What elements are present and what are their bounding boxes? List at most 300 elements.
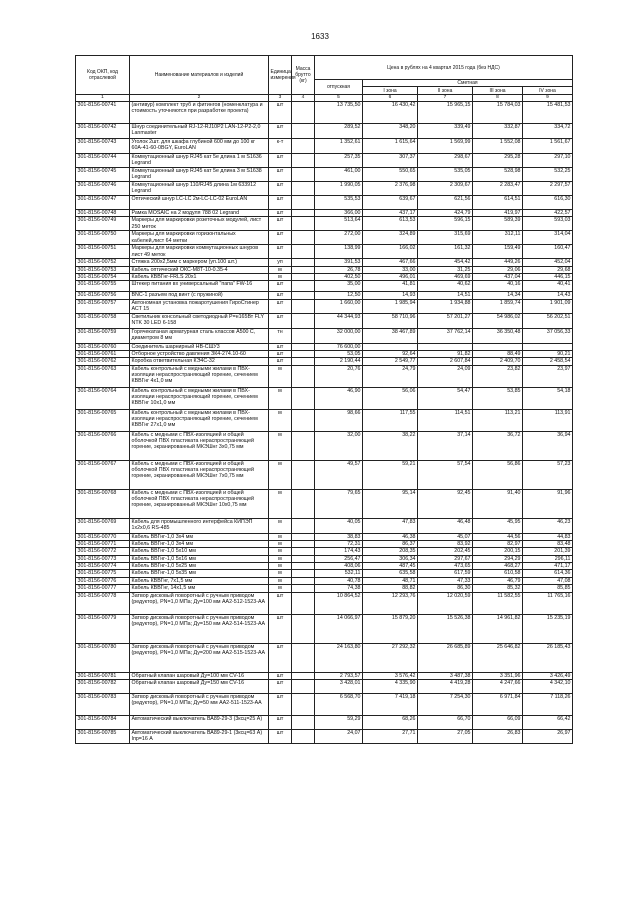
cell-zone3-price: 4 247,66 <box>473 679 523 693</box>
cell-name: Шнур соединительный RJ-12-RJ10P2 LAN-12-P2-2,0 Lanmaster <box>130 124 269 139</box>
cell-zone1-price: 92,64 <box>363 351 418 358</box>
cell-name: Кабель ВВГнг-1,0 5х16 мм <box>130 555 269 562</box>
cell-name: Маркеры для маркировки розеточных модулей, лист 250 меток <box>130 217 269 231</box>
cell-release-price: 74,38 <box>315 585 363 592</box>
cell-zone3-price: 53,85 <box>473 387 523 409</box>
cell-release-price: 79,65 <box>315 489 363 518</box>
column-number: 8 <box>473 95 523 102</box>
cell-zone3-price: 6 971,84 <box>473 693 523 715</box>
cell-zone3-price: 468,27 <box>473 563 523 570</box>
cell-mass <box>292 358 315 365</box>
table-row <box>76 217 573 231</box>
cell-name: Оптический шнур LC-LC 2м-LC-LC-02 EuroLAN <box>130 196 269 210</box>
cell-unit: м <box>269 548 292 555</box>
cell-name: Коробка ответвительная КЭ4С-32 <box>130 358 269 365</box>
cell-zone3-price: 46,79 <box>473 577 523 584</box>
cell-zone3-price: 54 986,02 <box>473 313 523 328</box>
cell-zone4-price: 616,30 <box>523 196 573 210</box>
cell-mass <box>292 313 315 328</box>
cell-unit: шт <box>269 154 292 168</box>
cell-code: 301-8156-00766 <box>76 431 130 460</box>
cell-zone2-price: 66,70 <box>418 715 473 729</box>
cell-zone4-price: 593,03 <box>523 217 573 231</box>
cell-zone2-price: 2 607,84 <box>418 358 473 365</box>
cell-name: Автоматический выключатель ВА89-29-1 (3ксц=63 А) Iпр=16 А <box>130 729 269 743</box>
cell-unit: шт <box>269 245 292 259</box>
cell-zone3-price: 25 646,82 <box>473 643 523 672</box>
cell-zone4-price: 90,21 <box>523 351 573 358</box>
cell-code: 301-8156-00750 <box>76 231 130 245</box>
cell-mass <box>292 259 315 266</box>
cell-code: 301-8156-00758 <box>76 313 130 328</box>
cell-zone3-price: 3 351,96 <box>473 672 523 679</box>
cell-zone1-price: 550,65 <box>363 168 418 182</box>
cell-release-price: 402,50 <box>315 274 363 281</box>
cell-release-price: 32,00 <box>315 431 363 460</box>
cell-zone4-price <box>523 343 573 350</box>
cell-zone2-price: 15 965,15 <box>418 102 473 124</box>
cell-unit: шт <box>269 210 292 217</box>
table-row <box>76 274 573 281</box>
cell-name: Маркеры для маркировки коммутационных шнуров лист 49 меток <box>130 245 269 259</box>
cell-zone2-price: 114,51 <box>418 409 473 431</box>
cell-unit: шт <box>269 168 292 182</box>
column-number: 9 <box>523 95 573 102</box>
cell-unit: м <box>269 518 292 533</box>
cell-zone3-price: 449,26 <box>473 259 523 266</box>
cell-zone1-price: 46,38 <box>363 533 418 540</box>
cell-release-price: 40,78 <box>315 577 363 584</box>
cell-mass <box>292 281 315 292</box>
cell-zone2-price: 7 254,30 <box>418 693 473 715</box>
cell-zone3-price: 56,86 <box>473 460 523 489</box>
cell-code: 301-8156-00746 <box>76 182 130 196</box>
cell-release-price: 13 735,50 <box>315 102 363 124</box>
cell-code: 301-8156-00745 <box>76 168 130 182</box>
cell-zone4-price: 29,68 <box>523 266 573 273</box>
cell-zone1-price: 639,67 <box>363 196 418 210</box>
cell-zone4-price: 91,96 <box>523 489 573 518</box>
cell-unit: шт <box>269 182 292 196</box>
cell-release-price: 1 352,61 <box>315 139 363 154</box>
table-row <box>76 154 573 168</box>
cell-unit: шт <box>269 124 292 139</box>
cell-name: Кабель КВВГнг, 7х1,5 мм <box>130 577 269 584</box>
cell-name: Кабель оптический ОКС-М8Т-10-0.35-4 <box>130 266 269 273</box>
cell-mass <box>292 715 315 729</box>
cell-zone2-price: 27,05 <box>418 729 473 743</box>
price-table <box>75 55 573 744</box>
cell-unit: м <box>269 460 292 489</box>
table-row <box>76 614 573 643</box>
cell-unit: шт <box>269 672 292 679</box>
cell-code: 301-8156-00783 <box>76 693 130 715</box>
cell-mass <box>292 614 315 643</box>
cell-zone2-price: 47,33 <box>418 577 473 584</box>
header-unit: Единица измерения <box>269 56 292 95</box>
cell-zone1-price: 56,06 <box>363 387 418 409</box>
cell-zone4-price: 11 765,16 <box>523 592 573 614</box>
cell-unit: шт <box>269 729 292 743</box>
cell-release-price: 174,43 <box>315 548 363 555</box>
table-row <box>76 693 573 715</box>
cell-zone2-price: 92,45 <box>418 489 473 518</box>
table-row <box>76 585 573 592</box>
header-price: Цена в рублях на 4 квартал 2015 года (без НДС) <box>315 56 573 80</box>
cell-release-price: 38,83 <box>315 533 363 540</box>
cell-release-price: 6 568,70 <box>315 693 363 715</box>
cell-mass <box>292 672 315 679</box>
cell-mass <box>292 518 315 533</box>
cell-release-price: 3 428,01 <box>315 679 363 693</box>
cell-name: Кабель ВВГнг-1,0 3х4 мм <box>130 541 269 548</box>
cell-unit: шт <box>269 343 292 350</box>
cell-zone1-price: 1 985,94 <box>363 299 418 313</box>
cell-unit: м <box>269 489 292 518</box>
cell-name: Автономная установка пожаротушения ГироСтинер АСТ 15 <box>130 299 269 313</box>
cell-zone3-price: 294,29 <box>473 555 523 562</box>
cell-release-price: 391,53 <box>315 259 363 266</box>
table-row <box>76 729 573 743</box>
cell-name: Затвор дисковый поворотный с ручным приводом (редуктор), PN=1,0 МПа; Ду=100 мм АА2-512-1523-АА <box>130 592 269 614</box>
cell-unit: м <box>269 541 292 548</box>
cell-name: Маркеры для маркировки горизонтальных кабелей,лист 64 метки <box>130 231 269 245</box>
cell-release-price: 49,57 <box>315 460 363 489</box>
header-mass: Масса брутто (кг) <box>292 56 315 95</box>
cell-zone1-price: 3 576,42 <box>363 672 418 679</box>
table-row <box>76 577 573 584</box>
cell-name: Кабель ВВГнг-1,0 5х35 мм <box>130 570 269 577</box>
cell-code: 301-8156-00773 <box>76 555 130 562</box>
cell-zone4-price: 37 056,33 <box>523 328 573 343</box>
cell-zone4-price: 26 185,43 <box>523 643 573 672</box>
cell-release-price: 289,52 <box>315 124 363 139</box>
cell-name: Уголок 2шт. для шкафа глубиной 600 мм до 100 кг 60A-41-60-0BGY, EuroLAN <box>130 139 269 154</box>
cell-mass <box>292 729 315 743</box>
cell-zone1-price: 4 335,90 <box>363 679 418 693</box>
cell-release-price: 2 793,57 <box>315 672 363 679</box>
cell-zone2-price: 473,65 <box>418 563 473 570</box>
cell-release-price: 24 163,80 <box>315 643 363 672</box>
cell-code: 301-8156-00764 <box>76 387 130 409</box>
cell-zone2-price: 161,32 <box>418 245 473 259</box>
cell-unit: шт <box>269 693 292 715</box>
table-row <box>76 124 573 139</box>
cell-name: Затвор дисковый поворотный с ручным приводом (редуктор), PN=1,0 МПа; Ду=50 мм АА2-511-1523-АА <box>130 693 269 715</box>
cell-zone3-price: 528,98 <box>473 168 523 182</box>
cell-zone2-price: 4 419,28 <box>418 679 473 693</box>
cell-zone4-price: 201,39 <box>523 548 573 555</box>
table-row <box>76 592 573 614</box>
cell-code: 301-8156-00741 <box>76 102 130 124</box>
table-row <box>76 679 573 693</box>
cell-name: Кабель КВВГнг-FRLS 20х1 <box>130 274 269 281</box>
cell-zone3-price: 88,49 <box>473 351 523 358</box>
cell-zone2-price: 37 762,14 <box>418 328 473 343</box>
cell-zone4-price: 23,97 <box>523 365 573 387</box>
cell-zone4-price: 15 235,19 <box>523 614 573 643</box>
cell-zone4-price: 1 901,09 <box>523 299 573 313</box>
cell-zone2-price: 57 201,27 <box>418 313 473 328</box>
cell-zone3-price: 11 582,55 <box>473 592 523 614</box>
cell-release-price: 53,05 <box>315 351 363 358</box>
cell-zone3-price: 66,09 <box>473 715 523 729</box>
table-row <box>76 182 573 196</box>
cell-name: Кабель контрольный с медными жилами в ПВХ-изоляции нераспространяющий горение, сечением КВВГнг 4х1,0 мм <box>130 365 269 387</box>
table-row <box>76 563 573 570</box>
cell-code: 301-8156-00747 <box>76 196 130 210</box>
table-row <box>76 292 573 299</box>
cell-zone3-price: 14 961,82 <box>473 614 523 643</box>
cell-zone4-price: 160,47 <box>523 245 573 259</box>
cell-zone4-price: 26,97 <box>523 729 573 743</box>
table-row <box>76 365 573 387</box>
cell-name: Штекер питания вх универсальный "папа" FW-16 <box>130 281 269 292</box>
cell-zone2-price: 3 487,38 <box>418 672 473 679</box>
cell-mass <box>292 541 315 548</box>
cell-unit: шт <box>269 102 292 124</box>
cell-name: Кабель с медными с ПВХ-изоляцией и общей оболочкой ПВХ пластиката нераспространяющей горение, экранированный МКЭШнг 7х0,75 мм <box>130 460 269 489</box>
cell-code: 301-8156-00757 <box>76 299 130 313</box>
cell-unit: шт <box>269 196 292 210</box>
cell-zone2-price: 15 526,38 <box>418 614 473 643</box>
cell-zone2-price: 617,59 <box>418 570 473 577</box>
cell-code: 301-8156-00759 <box>76 328 130 343</box>
cell-zone1-price: 467,66 <box>363 259 418 266</box>
cell-zone3-price: 589,39 <box>473 217 523 231</box>
cell-zone4-price: 66,42 <box>523 715 573 729</box>
cell-zone2-price: 91,82 <box>418 351 473 358</box>
table-row <box>76 518 573 533</box>
cell-release-price: 461,00 <box>315 168 363 182</box>
cell-zone3-price: 1 552,08 <box>473 139 523 154</box>
cell-zone3-price: 419,97 <box>473 210 523 217</box>
cell-code: 301-8156-00762 <box>76 358 130 365</box>
table-body <box>76 102 573 744</box>
cell-unit: м <box>269 274 292 281</box>
cell-release-price: 2 190,44 <box>315 358 363 365</box>
cell-zone2-price: 40,62 <box>418 281 473 292</box>
cell-zone2-price: 24,09 <box>418 365 473 387</box>
cell-unit: уп <box>269 259 292 266</box>
cell-zone1-price: 14,93 <box>363 292 418 299</box>
cell-zone2-price: 2 309,67 <box>418 182 473 196</box>
cell-code: 301-8156-00772 <box>76 548 130 555</box>
cell-zone2-price: 202,45 <box>418 548 473 555</box>
cell-unit: тн <box>269 328 292 343</box>
cell-mass <box>292 124 315 139</box>
cell-code: 301-8156-00776 <box>76 577 130 584</box>
cell-mass <box>292 231 315 245</box>
cell-zone1-price: 41,81 <box>363 281 418 292</box>
cell-code: 301-8156-00785 <box>76 729 130 743</box>
cell-zone4-price: 2 458,54 <box>523 358 573 365</box>
cell-zone1-price: 95,14 <box>363 489 418 518</box>
cell-zone2-price: 83,92 <box>418 541 473 548</box>
cell-code: 301-8156-00765 <box>76 409 130 431</box>
cell-zone4-price: 296,11 <box>523 555 573 562</box>
cell-zone3-price: 159,49 <box>473 245 523 259</box>
table-row <box>76 351 573 358</box>
cell-zone4-price: 15 481,53 <box>523 102 573 124</box>
cell-zone4-price: 83,48 <box>523 541 573 548</box>
cell-name: Соединитель шарнирный НВ-СШУ3 <box>130 343 269 350</box>
cell-release-price: 272,00 <box>315 231 363 245</box>
cell-code: 301-8156-00754 <box>76 274 130 281</box>
cell-name: (антивур) комплект труб и фитингов (номенклатура и стоимость уточняются при разработке проекта) <box>130 102 269 124</box>
cell-zone3-price: 29,06 <box>473 266 523 273</box>
cell-unit: шт <box>269 358 292 365</box>
cell-release-price: 35,00 <box>315 281 363 292</box>
cell-zone4-price: 297,10 <box>523 154 573 168</box>
table-row <box>76 102 573 124</box>
cell-zone4-price: 40,41 <box>523 281 573 292</box>
cell-name: Кабель для промышленного интерфейса КИПЭП 1х2х0,6 RS-485 <box>130 518 269 533</box>
cell-release-price: 513,64 <box>315 217 363 231</box>
cell-release-price: 76 600,00 <box>315 343 363 350</box>
cell-unit: м <box>269 563 292 570</box>
cell-name: Горячекатаная арматурная сталь классов А500 С, диаметром 8 мм <box>130 328 269 343</box>
cell-zone2-price: 54,47 <box>418 387 473 409</box>
cell-zone1-price: 48,71 <box>363 577 418 584</box>
cell-unit: м <box>269 585 292 592</box>
cell-zone2-price: 424,79 <box>418 210 473 217</box>
cell-zone2-price: 298,67 <box>418 154 473 168</box>
cell-zone4-price: 47,08 <box>523 577 573 584</box>
cell-mass <box>292 274 315 281</box>
cell-name: Коммутационный шнур 110/RJ45 длина 1м 633912 Legrand <box>130 182 269 196</box>
table-row <box>76 555 573 562</box>
cell-zone1-price: 24,79 <box>363 365 418 387</box>
cell-zone2-price: 469,69 <box>418 274 473 281</box>
cell-zone4-price: 334,72 <box>523 124 573 139</box>
cell-zone1-price: 88,82 <box>363 585 418 592</box>
cell-zone2-price: 86,30 <box>418 585 473 592</box>
cell-zone3-price: 295,28 <box>473 154 523 168</box>
cell-code: 301-8156-00743 <box>76 139 130 154</box>
cell-code: 301-8156-00752 <box>76 259 130 266</box>
column-number: 3 <box>269 95 292 102</box>
table-row <box>76 328 573 343</box>
cell-zone3-price: 44,56 <box>473 533 523 540</box>
table-row <box>76 715 573 729</box>
cell-code: 301-8156-00777 <box>76 585 130 592</box>
cell-code: 301-8156-00744 <box>76 154 130 168</box>
cell-name: Кабель с медными с ПВХ-изоляцией и общей оболочкой ПВХ пластиката нераспространяющей горение, экранированный МКЭШнг 3х0,75 мм <box>130 431 269 460</box>
cell-zone4-price: 7 118,26 <box>523 693 573 715</box>
cell-zone3-price: 332,87 <box>473 124 523 139</box>
cell-zone4-price: 54,18 <box>523 387 573 409</box>
cell-zone2-price: 535,05 <box>418 168 473 182</box>
cell-code: 301-8156-00775 <box>76 570 130 577</box>
cell-zone4-price: 14,43 <box>523 292 573 299</box>
table-row <box>76 266 573 273</box>
cell-name: Рамка MOSAIC на 2 модуля 788 02 Legrand <box>130 210 269 217</box>
cell-zone2-price: 26 685,89 <box>418 643 473 672</box>
cell-zone1-price: 68,26 <box>363 715 418 729</box>
cell-unit: шт <box>269 679 292 693</box>
table-row <box>76 570 573 577</box>
cell-zone3-price: 2 409,70 <box>473 358 523 365</box>
cell-zone1-price: 437,17 <box>363 210 418 217</box>
cell-zone1-price: 496,01 <box>363 274 418 281</box>
column-number: 2 <box>130 95 269 102</box>
cell-name: Светильник консольный светодиодный Р=н165Вт FLY NTK 30 LED 6-158 <box>130 313 269 328</box>
cell-code: 301-8156-00781 <box>76 672 130 679</box>
cell-zone2-price: 339,49 <box>418 124 473 139</box>
cell-mass <box>292 365 315 387</box>
cell-mass <box>292 570 315 577</box>
cell-zone2-price: 297,67 <box>418 555 473 562</box>
table-row <box>76 210 573 217</box>
cell-code: 301-8156-00755 <box>76 281 130 292</box>
cell-zone4-price: 314,04 <box>523 231 573 245</box>
cell-zone2-price <box>418 343 473 350</box>
cell-name: BNC-1 разъем под винт (с пружиной) <box>130 292 269 299</box>
table-row <box>76 489 573 518</box>
cell-name: Автоматический выключатель ВА89-29-3 (3ксц=25 А) <box>130 715 269 729</box>
table-row <box>76 343 573 350</box>
cell-release-price: 1 660,00 <box>315 299 363 313</box>
cell-zone3-price: 36 350,48 <box>473 328 523 343</box>
cell-zone2-price: 1 934,88 <box>418 299 473 313</box>
cell-zone3-price: 614,51 <box>473 196 523 210</box>
cell-zone3-price: 91,40 <box>473 489 523 518</box>
cell-name: Обратный клапан шаровый Ду=100 мм CV-16 <box>130 672 269 679</box>
cell-mass <box>292 592 315 614</box>
cell-unit: шт <box>269 643 292 672</box>
cell-zone4-price: 452,04 <box>523 259 573 266</box>
cell-mass <box>292 292 315 299</box>
cell-zone1-price: 208,35 <box>363 548 418 555</box>
cell-mass <box>292 489 315 518</box>
cell-name: Обратный клапан шаровый Ду=150 мм CV-16 <box>130 679 269 693</box>
cell-release-price: 32 000,00 <box>315 328 363 343</box>
cell-zone4-price: 471,17 <box>523 563 573 570</box>
cell-release-price: 59,29 <box>315 715 363 729</box>
table-row <box>76 409 573 431</box>
cell-zone1-price: 348,20 <box>363 124 418 139</box>
cell-unit: шт <box>269 299 292 313</box>
cell-zone3-price: 113,21 <box>473 409 523 431</box>
cell-code: 301-8156-00770 <box>76 533 130 540</box>
cell-zone3-price: 15 784,03 <box>473 102 523 124</box>
cell-mass <box>292 196 315 210</box>
cell-mass <box>292 679 315 693</box>
cell-unit: м <box>269 431 292 460</box>
cell-code: 301-8156-00778 <box>76 592 130 614</box>
cell-unit: м <box>269 266 292 273</box>
cell-zone3-price: 82,97 <box>473 541 523 548</box>
cell-mass <box>292 563 315 570</box>
cell-release-price: 535,53 <box>315 196 363 210</box>
cell-zone4-price: 46,23 <box>523 518 573 533</box>
table-row <box>76 245 573 259</box>
header-name: Наименование материалов и изделий <box>130 56 269 95</box>
cell-mass <box>292 217 315 231</box>
cell-zone1-price: 59,21 <box>363 460 418 489</box>
table-row <box>76 299 573 313</box>
cell-unit: м <box>269 577 292 584</box>
cell-mass <box>292 409 315 431</box>
cell-release-price: 10 864,52 <box>315 592 363 614</box>
cell-zone1-price: 166,02 <box>363 245 418 259</box>
cell-zone4-price: 422,57 <box>523 210 573 217</box>
cell-name: Отборное устройство давления ЗК4-274.10-60 <box>130 351 269 358</box>
cell-name: Кабель ВВГнг-1,0 5х25 мм <box>130 563 269 570</box>
cell-zone4-price: 4 342,10 <box>523 679 573 693</box>
cell-release-price: 14 066,97 <box>315 614 363 643</box>
